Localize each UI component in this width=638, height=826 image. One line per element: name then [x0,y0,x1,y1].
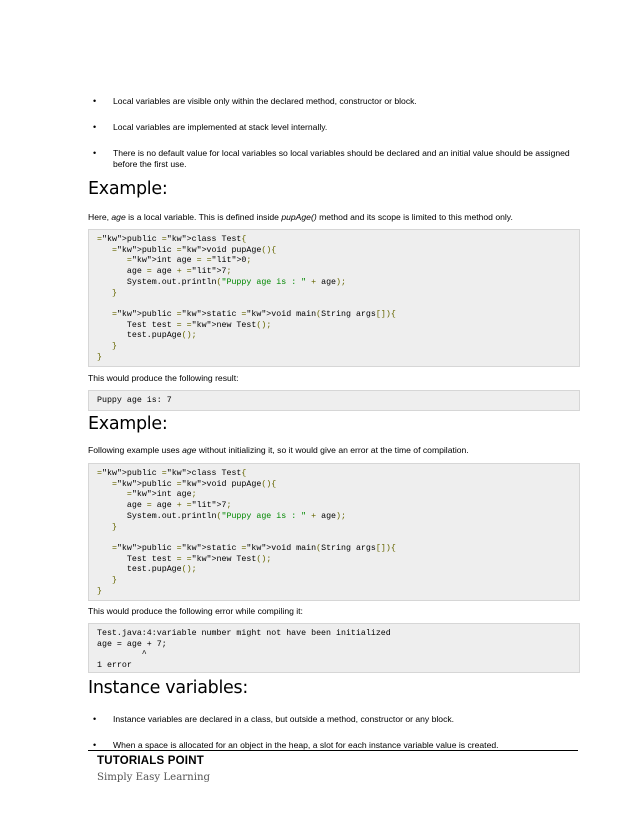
code-line: Test test = ="kw">new Test(); [97,320,272,330]
example-2-heading: Example: [88,414,168,434]
output-block-example-1 [88,390,580,411]
code-line: ="kw">public ="kw">void pupAge(){ [111,479,277,489]
bullet-icon: • [93,96,97,106]
bullet-icon: • [93,740,97,750]
example-2-result-label: This would produce the following error while compiling it: [88,606,303,616]
code-line: ="kw">public ="kw">static ="kw">void main(String args[]){ [111,543,396,553]
footer-divider [88,750,578,751]
bullet-icon: • [93,714,97,724]
code-line: System.out.println("Puppy age is : " + age); [97,511,346,521]
example-1-heading: Example: [88,179,168,199]
compiler-error-output: Test.java:4:variable number might not have been initialized age = age + 7; ^ 1 error [97,629,391,671]
code-line: age = age + ="lit">7; [97,267,232,277]
bullet-icon: • [93,122,97,132]
code-line: System.out.println("Puppy age is : " + age); [97,277,346,287]
list-item: • Local variables are visible only within the declared method, constructor or block. [93,96,417,106]
list-item: • Instance variables are declared in a class, but outside a method, constructor or any block. [93,714,455,724]
code-line: } [97,352,102,362]
code-line: ="kw">int age = ="lit">0; [126,256,252,266]
code-line: ="kw">public ="kw">void pupAge(){ [111,245,277,255]
instance-variables-bullet-list [88,714,588,751]
example-1-result-label: This would produce the following result: [88,373,239,383]
list-item: • When a space is allocated for an object in the heap, a slot for each instance variable value is created. [93,740,499,750]
code-line: } [111,342,117,352]
code-block-example-1 [88,229,580,367]
code-block-example-2 [88,463,580,601]
code-line: ="kw">public ="kw">class Test{ [97,235,247,244]
code-line: } [111,522,117,532]
list-item: • There is no default value for local variables so local variables should be declared and an initial value should be assigned before the first use. [93,148,570,169]
code-line: ="kw">public ="kw">static ="kw">void main(String args[]){ [111,309,396,319]
code-line: test.pupAge(); [97,331,197,341]
code-line: age = age + ="lit">7; [97,501,232,511]
code-line: } [111,288,117,298]
list-item: • Local variables are implemented at stack level internally. [93,122,328,132]
code-line: } [97,586,102,596]
code-line: } [111,576,117,586]
local-variables-bullet-list [88,96,588,170]
code-line: Test test = ="kw">new Test(); [97,554,272,564]
output-block-example-2 [88,623,580,673]
bullet-icon: • [93,148,97,158]
program-output: Puppy age is: 7 [97,396,172,405]
example-1-intro: Here, age is a local variable. This is defined inside pupAge() method and its scope is limited to this method only. [88,212,513,222]
instance-variables-heading: Instance variables: [88,678,248,698]
code-line: test.pupAge(); [97,565,197,575]
footer-tagline: Simply Easy Learning [97,772,211,783]
code-line: ="kw">public ="kw">class Test{ [97,469,247,478]
code-listing [89,230,579,363]
code-line: ="kw">int age; [126,490,197,500]
example-2-intro: Following example uses age without initializing it, so it would give an error at the time of compilation. [88,445,469,455]
code-listing [89,464,579,597]
footer-brand: TUTORIALS POINT [97,755,204,767]
